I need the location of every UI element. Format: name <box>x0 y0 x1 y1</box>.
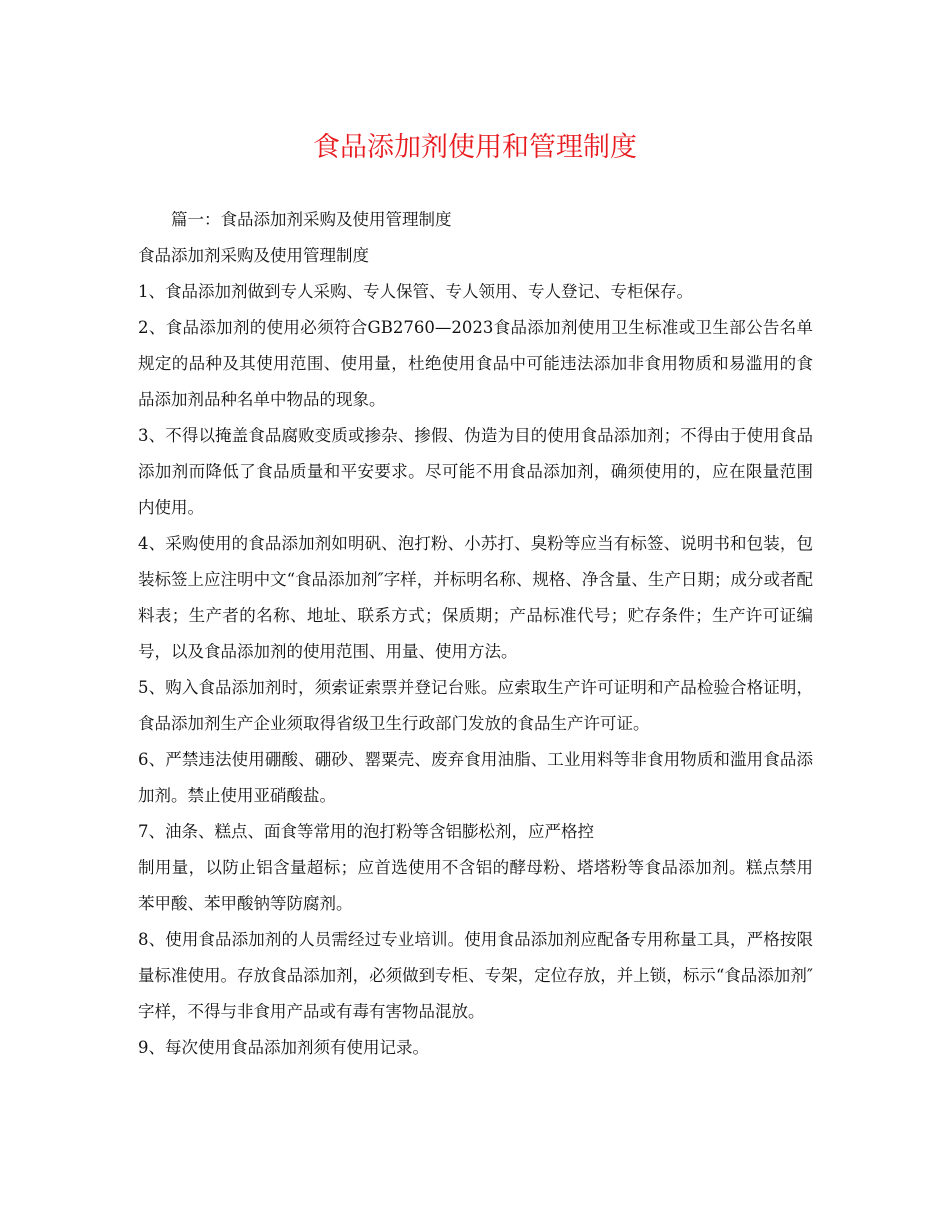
rule-item-7: 7、油条、糕点、面食等常用的泡打粉等含铝膨松剂，应严格控 <box>138 822 594 841</box>
rule-item-2: 2、食品添加剂的使用必须符合GB2760—2023食品添加剂使用卫生标准或卫生部公告名单规定的品种及其使用范围、使用量，杜绝使用食品中可能违法添加非食用物质和易滥用的食品添加剂品种名单中物品的现象。 <box>138 318 813 409</box>
document-title: 食品添加剂使用和管理制度 <box>313 132 637 163</box>
rule-item-9: 9、每次使用食品添加剂须有使用记录。 <box>138 1038 429 1057</box>
rule-item-5: 5、购入食品添加剂时，须索证索票并登记台账。应索取生产许可证明和产品检验合格证明，食品添加剂生产企业须取得省级卫生行政部门发放的食品生产许可证。 <box>138 678 813 733</box>
rule-item-7-continued: 制用量，以防止铝含量超标；应首选使用不含铝的酵母粉、塔塔粉等食品添加剂。糕点禁用苯甲酸、苯甲酸钠等防腐剂。 <box>138 858 813 913</box>
rule-item-8: 8、使用食品添加剂的人员需经过专业培训。使用食品添加剂应配备专用称量工具，严格按限量标准使用。存放食品添加剂，必须做到专柜、专架，定位存放，并上锁，标示“食品添加剂″字样，不得与非食用产品或有毒有害物品混放。 <box>138 930 813 1021</box>
rule-item-3: 3、不得以掩盖食品腐败变质或掺杂、掺假、伪造为目的使用食品添加剂；不得由于使用食品添加剂而降低了食品质量和平安要求。尽可能不用食品添加剂，确须使用的，应在限量范围内使用。 <box>138 426 813 517</box>
rule-item-4: 4、采购使用的食品添加剂如明矾、泡打粉、小苏打、臭粉等应当有标签、说明书和包装，包装标签上应注明中文“食品添加剂″字样，并标明名称、规格、净含量、生产日期；成分或者配料表；生产者的名称、地址、联系方式；保质期；产品标准代号；贮存条件；生产许可证编号，以及食品添加剂的使用范围、用量、使用方法。 <box>138 534 813 661</box>
rule-item-1: 1、食品添加剂做到专人采购、专人保管、专人领用、专人登记、专柜保存。 <box>138 282 693 301</box>
rule-item-6: 6、严禁违法使用硼酸、硼砂、罂粟壳、废弃食用油脂、工业用料等非食用物质和滥用食品添加剂。禁止使用亚硝酸盐。 <box>138 750 813 805</box>
document-body <box>138 202 813 1066</box>
section-heading: 篇一：食品添加剂采购及使用管理制度 <box>171 210 452 229</box>
subsection-heading: 食品添加剂采购及使用管理制度 <box>138 246 369 265</box>
